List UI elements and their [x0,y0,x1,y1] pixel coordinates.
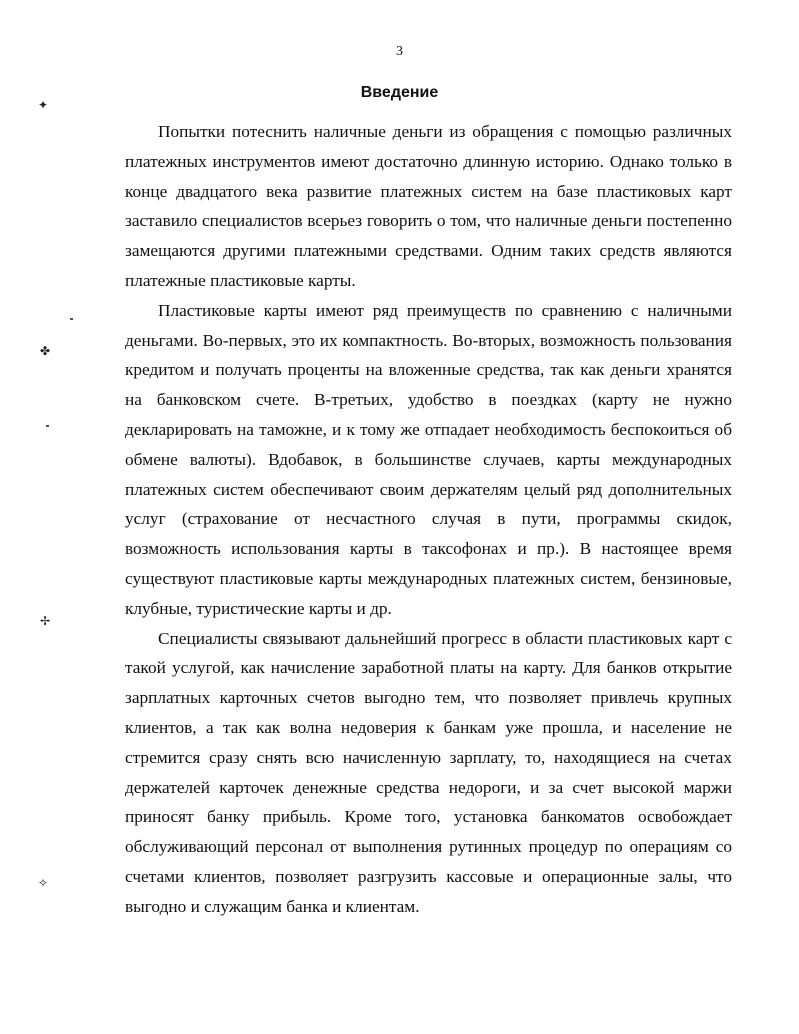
section-heading: Введение [360,84,439,101]
paragraph-3: Специалисты связывают дальнейший прогресс в области пластиковых карт с такой услугой, как начисление заработной платы на карту. Для банков открытие зарплатных карточных счетов выгодно тем, что позволяет привлечь крупных клиентов, а так как волна недоверия к банкам уже прошла, и население не стремится сразу снять всю начисленную зарплату, то, находящиеся на счетах держателей карточек денежные средства недороги, и за счет высокой маржи приносят банку прибыль. Кроме того, установка банкоматов освобождает обслуживающий персонал от выполнения рутинных процедур по операциям со счетами клиентов, позволяет разгрузить кассовые и операционные залы, что выгодно и служащим банка и клиентам. [125,628,732,916]
page-number: 3 [396,44,403,59]
scan-mark-icon: ✦ [38,98,49,112]
body-text [125,117,732,922]
scan-mark-icon: ✤ [40,344,51,358]
paragraph-1: Попытки потеснить наличные деньги из обращения с помощью различных платежных инструментов имеют достаточно длинную историю. Однако только в конце двадцатого века развитие платежных систем на базе пластиковых карт заставило специалистов всерьез говорить о том, что наличные деньги постепенно замещаются другими платежными средствами. Одним таких средств являются платежные пластиковые карты. [125,122,732,290]
scan-mark-icon: ✧ [38,876,49,890]
paragraph-2: Пластиковые карты имеют ряд преимуществ по сравнению с наличными деньгами. Во-первых, это их компактность. Во-вторых, возможность пользования кредитом и получать проценты на вложенные средства, так как деньги хранятся на банковском счете. В-третьих, удобство в поездках (карту не нужно декларировать на таможне, и к тому же отпадает необходимость беспокоиться об обмене валюты). Вдобавок, в большинстве случаев, карты международных платежных систем обеспечивают своим держателям целый ряд дополнительных услуг (страхование от несчастного случая в пути, программы скидок, возможность использования карты в таксофонах и пр.). В настоящее время существуют пластиковые карты международных платежных систем, бензиновые, клубные, туристические карты и др. [125,300,732,618]
scan-speck [70,318,73,320]
scan-mark-icon: ✢ [40,614,51,628]
scan-speck [46,425,49,427]
